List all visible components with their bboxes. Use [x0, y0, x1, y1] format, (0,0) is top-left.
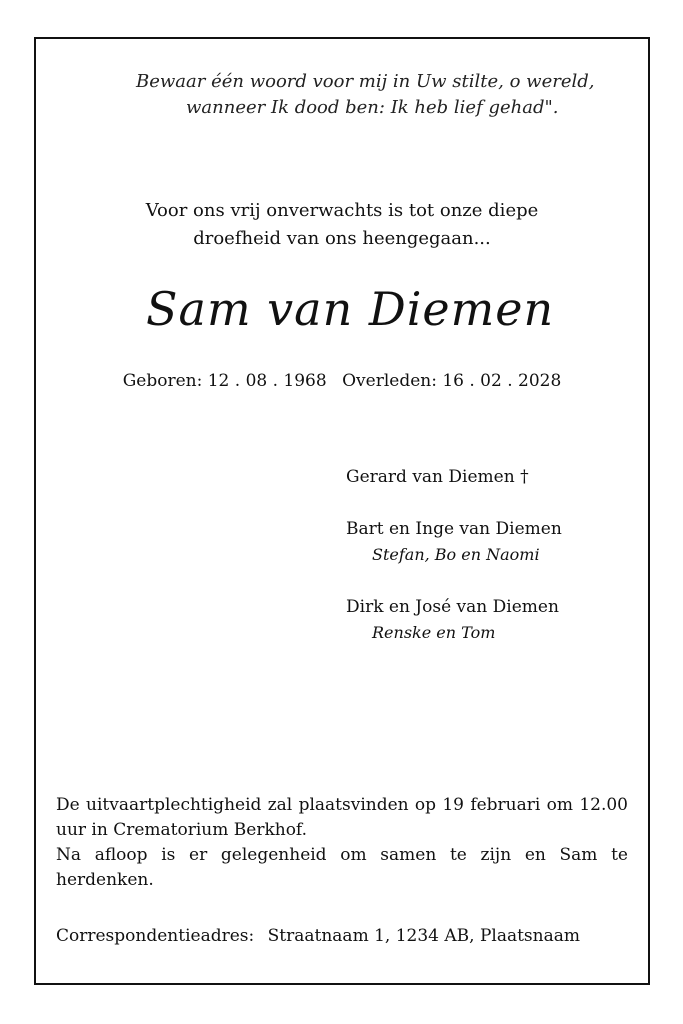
family-member: Dirk en José van Diemen [346, 597, 559, 617]
family-group [346, 594, 646, 646]
family-member: Bart en Inge van Diemen [346, 519, 562, 539]
family-group [346, 464, 646, 490]
family-group [346, 516, 646, 568]
address-value: Straatnaam 1, 1234 AB, Plaatsnaam [267, 926, 580, 946]
intro-line-1: Voor ons vrij onverwachts is tot onze diepe [145, 200, 539, 221]
poem-line-1: Bewaar één woord voor mij in Uw stilte, o wereld, [136, 71, 595, 92]
poem-quote [136, 69, 636, 121]
family-children: Renske en Tom [372, 623, 496, 642]
correspondence-address [56, 924, 628, 949]
funeral-notice [56, 793, 628, 893]
family-member: Gerard van Diemen † [346, 467, 529, 487]
death-date: Overleden: 16 . 02 . 2028 [342, 371, 562, 391]
poem-line-2: wanneer Ik dood ben: Ik heb lief gehad". [186, 97, 559, 118]
intro-line-2: droefheid van ons heengegaan... [193, 228, 491, 249]
notice-paragraph-1: De uitvaartplechtigheid zal plaatsvinden op 19 februari om 12.00 uur in Crematorium Berkhof. [56, 795, 628, 840]
birth-date: Geboren: 12 . 08 . 1968 [122, 371, 327, 391]
address-label: Correspondentieadres: [56, 926, 255, 946]
obituary-card [34, 37, 650, 985]
family-list [346, 464, 646, 646]
intro-text [36, 197, 648, 253]
family-children: Stefan, Bo en Naomi [372, 545, 540, 564]
notice-paragraph-2: Na afloop is er gelegenheid om samen te zijn en Sam te herdenken. [56, 845, 628, 890]
life-dates [36, 369, 648, 393]
deceased-name: Sam van Diemen [146, 282, 555, 336]
